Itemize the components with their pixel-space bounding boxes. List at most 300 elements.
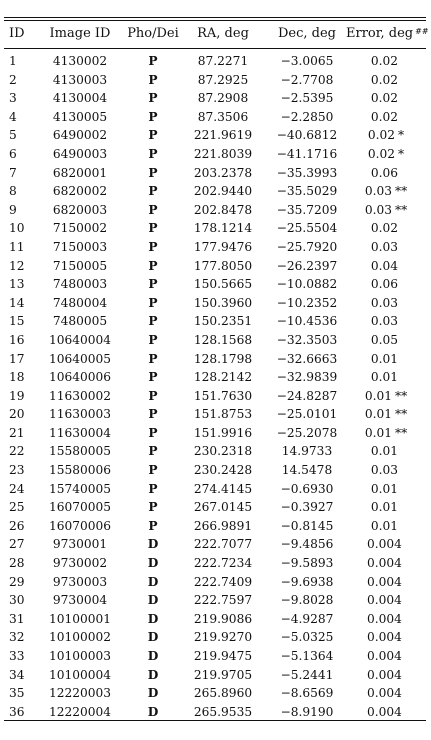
top-rule-second bbox=[4, 20, 426, 21]
cell-id: 3 bbox=[9, 91, 17, 106]
table-row bbox=[4, 182, 426, 201]
cell-ra: 274.4145 bbox=[193, 481, 253, 496]
cell-id: 30 bbox=[9, 593, 25, 608]
cell-pho-dei: P bbox=[148, 518, 158, 533]
cell-dec: −8.6569 bbox=[280, 686, 334, 701]
cell-ra: 87.2925 bbox=[197, 72, 249, 87]
cell-ra: 230.2318 bbox=[193, 444, 253, 459]
cell-id: 20 bbox=[9, 407, 25, 422]
cell-ra: 177.9476 bbox=[193, 239, 253, 254]
cell-error bbox=[346, 480, 426, 499]
cell-image-id: 7480003 bbox=[52, 277, 108, 292]
cell-pho-dei: P bbox=[148, 500, 158, 515]
cell-pho-dei: P bbox=[148, 165, 158, 180]
cell-ra: 178.1214 bbox=[193, 221, 253, 236]
table-row bbox=[4, 201, 426, 220]
header-id: ID bbox=[9, 26, 25, 41]
cell-pho-dei: P bbox=[148, 146, 158, 161]
cell-error-value: 0.06 bbox=[370, 165, 399, 180]
cell-error-mark: ** bbox=[394, 388, 408, 403]
cell-error bbox=[346, 164, 426, 183]
cell-error-value: 0.02 bbox=[370, 54, 399, 68]
cell-id: 16 bbox=[9, 332, 25, 347]
cell-ra: 219.9475 bbox=[193, 649, 253, 663]
cell-id: 2 bbox=[9, 72, 17, 87]
cell-ra: 128.1798 bbox=[193, 351, 253, 366]
cell-id: 36 bbox=[9, 704, 25, 719]
table-row bbox=[4, 145, 426, 164]
cell-error-mark: ** bbox=[394, 202, 408, 217]
cell-ra: 265.8960 bbox=[193, 686, 253, 701]
cell-error bbox=[346, 442, 426, 461]
cell-image-id: 11630002 bbox=[48, 388, 112, 403]
cell-image-id: 9730003 bbox=[52, 574, 108, 589]
cell-id: 8 bbox=[9, 184, 17, 199]
table-header bbox=[4, 24, 429, 43]
table-row bbox=[4, 424, 426, 443]
cell-dec: −24.8287 bbox=[276, 388, 338, 403]
cell-ra: 230.2428 bbox=[193, 463, 253, 478]
cell-error bbox=[346, 647, 426, 666]
table-row bbox=[4, 71, 426, 90]
cell-dec: −25.0101 bbox=[276, 407, 338, 422]
cell-pho-dei: P bbox=[148, 407, 158, 422]
cell-error-value: 0.004 bbox=[367, 667, 402, 682]
cell-error-value: 0.03 bbox=[364, 202, 392, 217]
cell-error-value: 0.01 bbox=[370, 351, 399, 366]
table-row bbox=[4, 647, 426, 666]
table-row bbox=[4, 387, 426, 406]
header-error bbox=[346, 24, 429, 43]
header-pho-dei: Pho/Dei bbox=[127, 26, 179, 41]
cell-error bbox=[346, 312, 426, 331]
cell-error-value: 0.004 bbox=[367, 611, 402, 626]
cell-error-mark: ** bbox=[394, 184, 408, 199]
cell-image-id: 10100002 bbox=[48, 630, 112, 645]
cell-ra: 221.8039 bbox=[193, 146, 253, 161]
cell-error-value: 0.03 bbox=[370, 314, 399, 329]
cell-error-value: 0.02 bbox=[370, 221, 399, 236]
cell-ra: 177.8050 bbox=[193, 258, 253, 273]
table-row bbox=[4, 350, 426, 369]
cell-image-id: 10100001 bbox=[48, 611, 112, 626]
cell-pho-dei: P bbox=[148, 91, 158, 106]
cell-image-id: 6820003 bbox=[52, 202, 108, 217]
table-row bbox=[4, 554, 426, 573]
cell-pho-dei: D bbox=[147, 574, 159, 589]
cell-id: 17 bbox=[9, 351, 25, 366]
cell-id: 23 bbox=[9, 463, 25, 478]
cell-dec: −0.6930 bbox=[280, 481, 334, 496]
cell-error bbox=[346, 71, 426, 90]
cell-error bbox=[346, 666, 426, 685]
table-row bbox=[4, 405, 426, 424]
cell-error-value: 0.004 bbox=[367, 574, 402, 589]
cell-error bbox=[346, 684, 426, 703]
cell-id: 24 bbox=[9, 481, 25, 496]
cell-image-id: 4130005 bbox=[52, 109, 108, 124]
table-row bbox=[4, 368, 426, 387]
cell-id: 19 bbox=[9, 388, 25, 403]
cell-pho-dei: P bbox=[148, 295, 158, 310]
cell-pho-dei: P bbox=[148, 370, 158, 385]
cell-error bbox=[346, 703, 426, 722]
cell-ra: 151.7630 bbox=[193, 388, 253, 403]
header-dec: Dec, deg bbox=[278, 26, 336, 41]
cell-image-id: 16070005 bbox=[48, 500, 112, 515]
cell-image-id: 9730001 bbox=[52, 537, 108, 552]
cell-error bbox=[346, 405, 426, 424]
cell-id: 14 bbox=[9, 295, 25, 310]
table-row bbox=[4, 610, 426, 629]
cell-ra: 222.7234 bbox=[193, 556, 253, 571]
table-row bbox=[4, 164, 426, 183]
cell-ra: 128.1568 bbox=[193, 332, 253, 347]
cell-error-value: 0.03 bbox=[364, 184, 392, 199]
cell-image-id: 10640004 bbox=[48, 332, 112, 347]
cell-error bbox=[346, 331, 426, 350]
cell-pho-dei: P bbox=[148, 54, 158, 68]
cell-id: 18 bbox=[9, 370, 25, 385]
cell-image-id: 7150005 bbox=[52, 258, 108, 273]
table-row bbox=[4, 498, 426, 517]
cell-id: 26 bbox=[9, 518, 25, 533]
cell-pho-dei: P bbox=[148, 202, 158, 217]
cell-error bbox=[346, 610, 426, 629]
table-row bbox=[4, 126, 426, 145]
cell-id: 22 bbox=[9, 444, 25, 459]
cell-ra: 128.2142 bbox=[193, 370, 253, 385]
cell-id: 9 bbox=[9, 202, 17, 217]
table-body bbox=[0, 52, 422, 721]
table-row bbox=[4, 331, 426, 350]
cell-dec: −9.6938 bbox=[280, 574, 334, 589]
cell-ra: 202.9440 bbox=[193, 184, 253, 199]
cell-pho-dei: P bbox=[148, 277, 158, 292]
cell-image-id: 9730002 bbox=[52, 556, 108, 571]
cell-error-value: 0.004 bbox=[367, 556, 402, 571]
cell-id: 34 bbox=[9, 667, 25, 682]
cell-id: 7 bbox=[9, 165, 17, 180]
cell-dec: −5.1364 bbox=[280, 649, 334, 663]
table-row bbox=[4, 535, 426, 554]
cell-id: 25 bbox=[9, 500, 25, 515]
cell-ra: 267.0145 bbox=[193, 500, 253, 515]
cell-ra: 151.9916 bbox=[193, 425, 253, 440]
cell-error bbox=[346, 628, 426, 647]
cell-pho-dei: D bbox=[147, 667, 159, 682]
cell-image-id: 4130003 bbox=[52, 72, 108, 87]
cell-error bbox=[346, 275, 426, 294]
cell-ra: 222.7077 bbox=[193, 537, 253, 552]
table-row bbox=[4, 89, 426, 108]
cell-error bbox=[346, 368, 426, 387]
table-row bbox=[4, 238, 426, 257]
cell-dec: −2.7708 bbox=[280, 72, 334, 87]
cell-dec: −40.6812 bbox=[276, 128, 338, 143]
cell-error-value: 0.01 bbox=[370, 518, 399, 533]
cell-pho-dei: P bbox=[148, 184, 158, 199]
cell-dec: −35.7209 bbox=[276, 202, 338, 217]
cell-image-id: 12220004 bbox=[48, 704, 112, 719]
cell-error-value: 0.004 bbox=[367, 537, 402, 552]
cell-pho-dei: D bbox=[147, 556, 159, 571]
cell-ra: 219.9270 bbox=[193, 630, 253, 645]
cell-image-id: 11630003 bbox=[48, 407, 112, 422]
cell-error-mark: ** bbox=[394, 425, 408, 440]
cell-error-value: 0.02 bbox=[367, 146, 396, 161]
table-row bbox=[4, 517, 426, 536]
cell-pho-dei: D bbox=[147, 593, 159, 608]
cell-error-value: 0.02 bbox=[370, 109, 399, 124]
cell-error-value: 0.004 bbox=[367, 704, 402, 719]
cell-image-id: 16070006 bbox=[48, 518, 112, 533]
cell-id: 28 bbox=[9, 556, 25, 571]
cell-error-value: 0.01 bbox=[364, 388, 392, 403]
cell-dec: −3.0065 bbox=[280, 54, 334, 68]
cell-image-id: 11630004 bbox=[48, 425, 112, 440]
cell-error-value: 0.03 bbox=[370, 295, 399, 310]
cell-error bbox=[346, 573, 426, 592]
cell-error-value: 0.01 bbox=[370, 481, 399, 496]
cell-image-id: 4130004 bbox=[52, 91, 108, 106]
cell-image-id: 6490002 bbox=[52, 128, 108, 143]
cell-error bbox=[346, 145, 426, 164]
cell-dec: −32.6663 bbox=[276, 351, 338, 366]
cell-error-value: 0.02 bbox=[367, 128, 396, 143]
table-row bbox=[4, 312, 426, 331]
cell-dec: −10.2352 bbox=[276, 295, 338, 310]
cell-id: 4 bbox=[9, 109, 17, 124]
cell-image-id: 6820002 bbox=[52, 184, 108, 199]
cell-image-id: 4130002 bbox=[52, 54, 108, 68]
cell-pho-dei: P bbox=[148, 258, 158, 273]
table-row bbox=[4, 275, 426, 294]
cell-pho-dei: P bbox=[148, 314, 158, 329]
cell-pho-dei: D bbox=[147, 704, 159, 719]
cell-dec: −5.0325 bbox=[280, 630, 334, 645]
cell-id: 35 bbox=[9, 686, 25, 701]
cell-error bbox=[346, 108, 426, 127]
cell-error bbox=[346, 424, 426, 443]
cell-id: 21 bbox=[9, 425, 25, 440]
cell-dec: −32.3503 bbox=[276, 332, 338, 347]
table-row bbox=[4, 461, 426, 480]
cell-image-id: 15580005 bbox=[48, 444, 112, 459]
table-row bbox=[4, 480, 426, 499]
cell-pho-dei: P bbox=[148, 481, 158, 496]
cell-error bbox=[346, 52, 426, 71]
cell-error-value: 0.01 bbox=[370, 370, 399, 385]
cell-id: 29 bbox=[9, 574, 25, 589]
cell-error bbox=[346, 350, 426, 369]
cell-pho-dei: P bbox=[148, 239, 158, 254]
cell-error bbox=[346, 535, 426, 554]
cell-error-value: 0.03 bbox=[370, 239, 399, 254]
cell-image-id: 12220003 bbox=[48, 686, 112, 701]
cell-ra: 87.2271 bbox=[197, 54, 249, 68]
header-error-label: Error, deg bbox=[346, 26, 414, 41]
table-row bbox=[4, 442, 426, 461]
cell-dec: −35.3993 bbox=[276, 165, 338, 180]
cell-image-id: 7150003 bbox=[52, 239, 108, 254]
cell-pho-dei: P bbox=[148, 388, 158, 403]
cell-dec: −25.5504 bbox=[276, 221, 338, 236]
cell-image-id: 10640005 bbox=[48, 351, 112, 366]
cell-error-value: 0.01 bbox=[364, 425, 392, 440]
cell-ra: 87.3506 bbox=[197, 109, 249, 124]
cell-pho-dei: D bbox=[147, 649, 159, 663]
cell-pho-dei: P bbox=[148, 128, 158, 143]
cell-pho-dei: D bbox=[147, 630, 159, 645]
cell-ra: 221.9619 bbox=[193, 128, 253, 143]
cell-id: 32 bbox=[9, 630, 25, 645]
cell-error bbox=[346, 219, 426, 238]
cell-error-mark: * bbox=[398, 128, 405, 143]
cell-error-value: 0.02 bbox=[370, 91, 399, 106]
cell-ra: 150.2351 bbox=[193, 314, 253, 329]
cell-image-id: 7480004 bbox=[52, 295, 108, 310]
cell-error bbox=[346, 554, 426, 573]
cell-ra: 222.7597 bbox=[193, 593, 253, 608]
cell-id: 13 bbox=[9, 277, 25, 292]
cell-error-value: 0.01 bbox=[364, 407, 392, 422]
cell-error-value: 0.05 bbox=[370, 332, 399, 347]
cell-error bbox=[346, 591, 426, 610]
cell-image-id: 7480005 bbox=[52, 314, 108, 329]
cell-id: 6 bbox=[9, 146, 17, 161]
table-row bbox=[4, 294, 426, 313]
cell-error-value: 0.06 bbox=[370, 277, 399, 292]
table-row bbox=[4, 108, 426, 127]
cell-pho-dei: P bbox=[148, 332, 158, 347]
cell-pho-dei: P bbox=[148, 444, 158, 459]
cell-image-id: 10100004 bbox=[48, 667, 112, 682]
table-row bbox=[4, 573, 426, 592]
cell-id: 5 bbox=[9, 128, 17, 143]
cell-ra: 265.9535 bbox=[193, 704, 253, 719]
cell-error-value: 0.04 bbox=[370, 258, 399, 273]
cell-image-id: 6490003 bbox=[52, 146, 108, 161]
cell-error-value: 0.01 bbox=[370, 500, 399, 515]
cell-dec: −2.2850 bbox=[280, 109, 334, 124]
cell-pho-dei: D bbox=[147, 537, 159, 552]
cell-error bbox=[346, 294, 426, 313]
table-row bbox=[4, 666, 426, 685]
cell-ra: 150.5665 bbox=[193, 277, 253, 292]
table-row bbox=[4, 257, 426, 276]
table-row bbox=[4, 684, 426, 703]
cell-pho-dei: D bbox=[147, 686, 159, 701]
cell-dec: −25.2078 bbox=[276, 425, 338, 440]
cell-dec: −10.0882 bbox=[276, 277, 338, 292]
cell-dec: −25.7920 bbox=[276, 239, 338, 254]
cell-ra: 151.8753 bbox=[193, 407, 253, 422]
cell-pho-dei: P bbox=[148, 221, 158, 236]
table-row bbox=[4, 591, 426, 610]
cell-error bbox=[346, 257, 426, 276]
cell-ra: 87.2908 bbox=[197, 91, 249, 106]
cell-error bbox=[346, 89, 426, 108]
cell-ra: 219.9086 bbox=[193, 611, 253, 626]
table-row bbox=[4, 219, 426, 238]
cell-id: 31 bbox=[9, 611, 25, 626]
cell-id: 11 bbox=[9, 239, 25, 254]
cell-dec: −9.8028 bbox=[280, 593, 334, 608]
cell-dec: −2.5395 bbox=[280, 91, 334, 106]
cell-ra: 202.8478 bbox=[193, 202, 253, 217]
cell-image-id: 10100003 bbox=[48, 649, 112, 663]
cell-image-id: 9730004 bbox=[52, 593, 108, 608]
cell-error-value: 0.004 bbox=[367, 649, 402, 663]
table-row bbox=[4, 628, 426, 647]
cell-image-id: 15740005 bbox=[48, 481, 112, 496]
cell-image-id: 15580006 bbox=[48, 463, 112, 478]
cell-pho-dei: D bbox=[147, 611, 159, 626]
header-image-id: Image ID bbox=[49, 26, 111, 41]
cell-error bbox=[346, 201, 426, 220]
cell-error bbox=[346, 238, 426, 257]
cell-error bbox=[346, 498, 426, 517]
cell-ra: 222.7409 bbox=[193, 574, 253, 589]
cell-dec: −10.4536 bbox=[276, 314, 338, 329]
cell-ra: 266.9891 bbox=[193, 518, 253, 533]
cell-dec: −8.9190 bbox=[280, 704, 334, 719]
cell-image-id: 6820001 bbox=[52, 165, 108, 180]
cell-error bbox=[346, 517, 426, 536]
cell-error-value: 0.004 bbox=[367, 630, 402, 645]
cell-dec: 14.9733 bbox=[281, 444, 333, 459]
cell-error bbox=[346, 387, 426, 406]
cell-id: 1 bbox=[9, 54, 17, 68]
cell-dec: −0.8145 bbox=[280, 518, 334, 533]
cell-error bbox=[346, 182, 426, 201]
cell-error-value: 0.03 bbox=[370, 463, 399, 478]
cell-ra: 219.9705 bbox=[193, 667, 253, 682]
cell-dec: −0.3927 bbox=[280, 500, 334, 515]
cell-error-value: 0.02 bbox=[370, 72, 399, 87]
header-error-mark: ## bbox=[415, 27, 429, 36]
cell-id: 27 bbox=[9, 537, 25, 552]
cell-image-id: 10640006 bbox=[48, 370, 112, 385]
cell-dec: −9.5893 bbox=[280, 556, 334, 571]
cell-dec: −5.2441 bbox=[280, 667, 334, 682]
cell-error-value: 0.004 bbox=[367, 593, 402, 608]
cell-dec: −26.2397 bbox=[276, 258, 338, 273]
cell-ra: 150.3960 bbox=[193, 295, 253, 310]
cell-pho-dei: P bbox=[148, 109, 158, 124]
header-ra: RA, deg bbox=[197, 26, 249, 41]
cell-dec: −41.1716 bbox=[276, 146, 338, 161]
cell-dec: −4.9287 bbox=[280, 611, 334, 626]
cell-id: 12 bbox=[9, 258, 25, 273]
cell-id: 10 bbox=[9, 221, 25, 236]
cell-dec: −35.5029 bbox=[276, 184, 338, 199]
cell-error-value: 0.004 bbox=[367, 686, 402, 701]
cell-dec: 14.5478 bbox=[281, 463, 333, 478]
cell-id: 15 bbox=[9, 314, 25, 329]
cell-error bbox=[346, 461, 426, 480]
cell-error-mark: ** bbox=[394, 407, 408, 422]
cell-error-mark: * bbox=[398, 146, 405, 161]
cell-id: 33 bbox=[9, 649, 25, 663]
cell-pho-dei: P bbox=[148, 72, 158, 87]
cell-pho-dei: P bbox=[148, 351, 158, 366]
cell-image-id: 7150002 bbox=[52, 221, 108, 236]
cell-dec: −32.9839 bbox=[276, 370, 338, 385]
bottom-rule bbox=[4, 720, 426, 721]
table-row bbox=[4, 703, 426, 722]
